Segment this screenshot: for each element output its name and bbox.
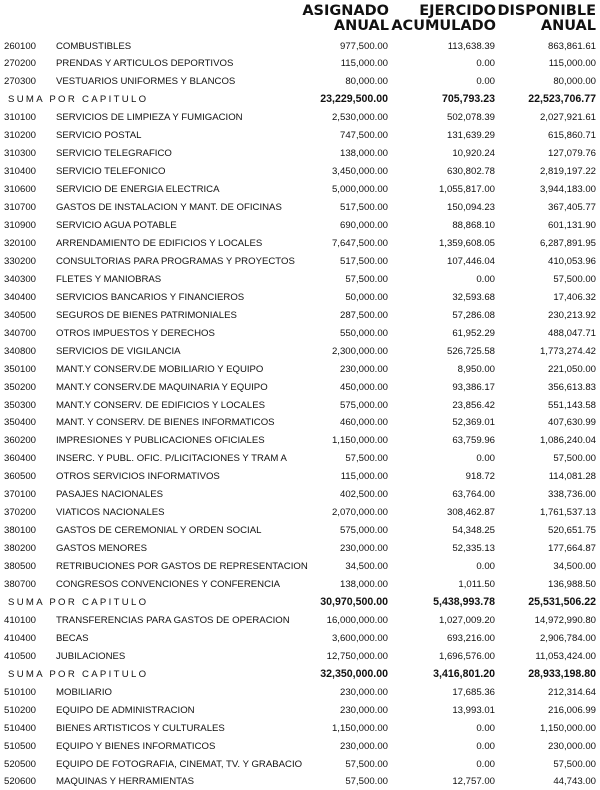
table-row: [0, 612, 600, 629]
account-code: 350400: [4, 417, 37, 429]
account-description: SERVICIO TELEFONICO: [56, 166, 166, 178]
asignado-value: 575,000.00: [339, 399, 388, 411]
disponible-value: 115,000.00: [548, 58, 596, 70]
disponible-value: 230,213.92: [547, 309, 596, 321]
ejercido-value: 150,094.23: [446, 202, 495, 214]
account-code: 360500: [4, 471, 37, 483]
disponible-value: 551,143.58: [547, 399, 596, 411]
ejercido-value: 693,216.00: [446, 632, 495, 644]
account-description: VESTUARIOS UNIFORMES Y BLANCOS: [56, 76, 236, 88]
ejercido-value: 88,868.10: [452, 220, 495, 231]
asignado-value: 23,229,500.00: [320, 93, 388, 106]
account-code: 340400: [4, 291, 37, 303]
ejercido-value: 61,952.29: [452, 327, 495, 339]
asignado-value: 138,000.00: [339, 579, 388, 590]
asignado-value: 3,450,000.00: [331, 166, 388, 178]
table-row: [0, 235, 600, 252]
asignado-value: 115,000.00: [340, 471, 388, 483]
account-code: 360200: [4, 435, 37, 447]
account-description: IMPRESIONES Y PUBLICACIONES OFICIALES: [56, 435, 265, 447]
disponible-value: 44,743.00: [553, 776, 596, 788]
ejercido-value: 63,759.96: [452, 435, 495, 447]
disponible-value: 520,651.75: [547, 525, 596, 537]
account-code: 510500: [4, 740, 37, 752]
asignado-value: 1,150,000.00: [331, 722, 388, 734]
disponible-value: 34,500.00: [553, 561, 596, 573]
table-row: [0, 127, 600, 144]
asignado-value: 747,500.00: [339, 130, 388, 142]
header-disponible-line1: DISPONIBLE: [497, 3, 596, 19]
disponible-value: 1,150,000.00: [539, 722, 596, 734]
account-code: 410400: [4, 632, 37, 644]
account-code: 350100: [4, 363, 37, 375]
account-description: MANT.Y CONSERV.DE MAQUINARIA Y EQUIPO: [56, 381, 268, 393]
asignado-value: 34,500.00: [345, 561, 388, 573]
disponible-value: 22,523,706.77: [528, 93, 596, 106]
asignado-value: 30,970,500.00: [320, 595, 388, 608]
account-description: BECAS: [56, 632, 89, 644]
header-ejercido: [388, 4, 496, 34]
header-asignado-line2: ANUAL: [333, 18, 389, 34]
account-code: 310200: [4, 130, 37, 142]
ejercido-value: 52,369.01: [452, 417, 495, 429]
asignado-value: 115,000.00: [340, 58, 388, 70]
asignado-value: 57,500.00: [345, 758, 388, 770]
ejercido-value: 502,078.39: [446, 112, 495, 124]
account-code: 410100: [4, 614, 37, 626]
account-code: 350200: [4, 381, 37, 393]
disponible-value: 6,287,891.95: [539, 237, 596, 249]
account-description: CONSULTORIAS PARA PROGRAMAS Y PROYECTOS: [56, 255, 295, 267]
account-code: 310300: [4, 148, 37, 160]
disponible-value: 216,006.99: [547, 704, 596, 716]
disponible-value: 57,500.00: [553, 273, 596, 285]
account-code: 510200: [4, 704, 37, 716]
table-row: [0, 684, 600, 701]
asignado-value: 16,000,000.00: [326, 614, 388, 626]
ejercido-value: 705,793.23: [441, 93, 495, 106]
ejercido-value: 63,764.00: [452, 489, 495, 501]
account-code: 380500: [4, 561, 37, 573]
disponible-value: 2,819,197.22: [539, 166, 596, 178]
asignado-value: 402,500.00: [339, 489, 388, 501]
account-description: SERVICIO AGUA POTABLE: [56, 220, 177, 231]
disponible-value: 177,664.87: [547, 543, 596, 555]
disponible-value: 1,086,240.04: [539, 435, 596, 447]
account-code: 310400: [4, 166, 37, 178]
disponible-value: 14,972,990.80: [534, 614, 596, 626]
account-code: 320100: [4, 237, 37, 249]
account-code: 270200: [4, 58, 37, 70]
account-description: INSERC. Y PUBL. OFIC. P/LICITACIONES Y TRAM A: [56, 453, 287, 465]
table-row: [0, 756, 600, 773]
account-description: OTROS SERVICIOS INFORMATIVOS: [56, 471, 220, 483]
account-code: 310900: [4, 220, 37, 231]
ejercido-value: 17,685.36: [452, 686, 495, 698]
disponible-value: 127,079.76: [547, 148, 596, 160]
account-code: 330200: [4, 255, 37, 267]
account-description: MANT. Y CONSERV. DE BIENES INFORMATICOS: [56, 417, 275, 429]
ejercido-value: 57,286.08: [452, 309, 495, 321]
asignado-value: 230,000.00: [339, 704, 388, 716]
asignado-value: 32,350,000.00: [320, 667, 388, 680]
asignado-value: 7,647,500.00: [331, 237, 388, 249]
account-code: 270300: [4, 76, 37, 88]
account-description: BIENES ARTISTICOS Y CULTURALES: [56, 722, 225, 734]
asignado-value: 57,500.00: [345, 273, 388, 285]
asignado-value: 230,000.00: [339, 543, 388, 555]
table-row: [0, 199, 600, 216]
table-row: [0, 397, 600, 414]
ejercido-value: 107,446.04: [446, 255, 495, 267]
header-ejercido-line2: ACUMULADO: [391, 18, 496, 34]
account-description: VIATICOS NACIONALES: [56, 507, 165, 519]
table-row: [0, 576, 600, 593]
asignado-value: 2,530,000.00: [331, 112, 388, 124]
chapter-sum-row: [0, 666, 600, 683]
asignado-value: 2,070,000.00: [331, 507, 388, 519]
chapter-sum-row: [0, 594, 600, 611]
table-row: [0, 558, 600, 575]
account-code: 340800: [4, 345, 37, 357]
account-code: 340700: [4, 327, 37, 339]
account-description: EQUIPO DE ADMINISTRACION: [56, 704, 195, 716]
account-description: RETRIBUCIONES POR GASTOS DE REPRESENTACION: [56, 561, 308, 573]
ejercido-value: 0.00: [476, 561, 495, 573]
account-description: MAQUINAS Y HERRAMIENTAS: [56, 776, 195, 788]
header-disponible: [497, 4, 596, 34]
account-code: 340500: [4, 309, 37, 321]
account-code: 340300: [4, 273, 37, 285]
account-code: 510400: [4, 722, 37, 734]
asignado-value: 460,000.00: [339, 417, 388, 429]
ejercido-value: 0.00: [476, 76, 495, 88]
account-description: ARRENDAMIENTO DE EDIFICIOS Y LOCALES: [56, 237, 263, 249]
ejercido-value: 54,348.25: [452, 525, 495, 537]
table-row: [0, 432, 600, 449]
account-description: SERVICIO POSTAL: [56, 130, 142, 142]
disponible-value: 80,000.00: [553, 76, 596, 88]
account-description: GASTOS DE CEREMONIAL Y ORDEN SOCIAL: [56, 525, 262, 537]
disponible-value: 407,630.99: [547, 417, 596, 429]
disponible-value: 2,906,784.00: [539, 632, 596, 644]
ejercido-value: 918.72: [465, 471, 495, 483]
ejercido-value: 0.00: [476, 273, 495, 285]
table-row: [0, 414, 600, 431]
disponible-value: 221,050.00: [547, 363, 596, 375]
disponible-value: 367,405.77: [547, 202, 596, 214]
account-description: SEGUROS DE BIENES PATRIMONIALES: [56, 309, 237, 321]
asignado-value: 517,500.00: [339, 202, 388, 214]
disponible-value: 2,027,921.61: [539, 112, 596, 124]
asignado-value: 977,500.00: [339, 40, 388, 52]
ejercido-value: 0.00: [476, 758, 495, 770]
asignado-value: 287,500.00: [339, 309, 388, 321]
account-code: 360400: [4, 453, 37, 465]
table-row: [0, 720, 600, 737]
table-row: [0, 738, 600, 755]
table-row: [0, 38, 600, 55]
account-description: PRENDAS Y ARTICULOS DEPORTIVOS: [56, 58, 234, 70]
table-row: [0, 307, 600, 324]
header-ejercido-line1: EJERCIDO: [419, 3, 496, 19]
table-row: [0, 486, 600, 503]
table-row: [0, 163, 600, 180]
disponible-value: 212,314.64: [547, 686, 596, 698]
account-description: COMBUSTIBLES: [56, 40, 132, 52]
account-description: SERVICIOS DE VIGILANCIA: [56, 345, 181, 357]
ejercido-value: 0.00: [476, 740, 495, 752]
table-row: [0, 325, 600, 342]
sum-label: SUMA POR CAPITULO: [8, 94, 149, 106]
asignado-value: 5,000,000.00: [331, 184, 388, 196]
disponible-value: 488,047.71: [547, 327, 596, 339]
table-row: [0, 630, 600, 647]
asignado-value: 230,000.00: [339, 740, 388, 752]
ejercido-value: 12,757.00: [452, 776, 495, 788]
account-description: PASAJES NACIONALES: [56, 489, 163, 501]
table-row: [0, 343, 600, 360]
disponible-value: 136,988.50: [547, 579, 596, 590]
table-row: [0, 253, 600, 270]
disponible-value: 28,933,198.80: [528, 667, 596, 680]
table-row: [0, 379, 600, 396]
asignado-value: 517,500.00: [339, 255, 388, 267]
account-code: 310600: [4, 184, 37, 196]
account-description: GASTOS DE INSTALACION Y MANT. DE OFICINAS: [56, 202, 282, 214]
asignado-value: 230,000.00: [339, 363, 388, 375]
disponible-value: 114,081.28: [548, 471, 596, 483]
ejercido-value: 0.00: [476, 722, 495, 734]
disponible-value: 17,406.32: [553, 291, 596, 303]
ejercido-value: 526,725.58: [446, 345, 495, 357]
asignado-value: 1,150,000.00: [331, 435, 388, 447]
account-code: 350300: [4, 399, 37, 411]
ejercido-value: 13,993.01: [452, 704, 495, 716]
table-row: [0, 109, 600, 126]
account-description: JUBILACIONES: [56, 650, 126, 662]
account-description: EQUIPO DE FOTOGRAFIA, CINEMAT, TV. Y GRABACIO: [56, 758, 303, 770]
account-description: TRANSFERENCIAS PARA GASTOS DE OPERACION: [56, 614, 290, 626]
ejercido-value: 1,696,576.00: [438, 650, 495, 662]
account-code: 260100: [4, 40, 37, 52]
account-description: CONGRESOS CONVENCIONES Y CONFERENCIA: [56, 579, 281, 590]
disponible-value: 11,053,424.00: [535, 650, 596, 662]
account-code: 310700: [4, 202, 37, 214]
header-asignado: [286, 4, 389, 34]
table-row: [0, 450, 600, 467]
ejercido-value: 5,438,993.78: [433, 595, 495, 608]
account-code: 510100: [4, 686, 37, 698]
account-description: SERVICIO TELEGRAFICO: [56, 148, 172, 160]
table-row: [0, 468, 600, 485]
asignado-value: 575,000.00: [339, 525, 388, 537]
table-row: [0, 522, 600, 539]
table-row: [0, 181, 600, 198]
account-code: 370200: [4, 507, 37, 519]
account-code: 380700: [4, 579, 37, 590]
account-description: SERVICIOS BANCARIOS Y FINANCIEROS: [56, 291, 245, 303]
asignado-value: 138,000.00: [339, 148, 388, 160]
sum-label: SUMA POR CAPITULO: [8, 668, 149, 680]
table-row: [0, 145, 600, 162]
asignado-value: 57,500.00: [345, 776, 388, 788]
account-description: SERVICIO DE ENERGIA ELECTRICA: [56, 184, 220, 196]
asignado-value: 3,600,000.00: [331, 632, 388, 644]
ejercido-value: 131,639.29: [446, 130, 495, 142]
table-row: [0, 773, 600, 790]
account-code: 520600: [4, 776, 37, 788]
account-code: 410500: [4, 650, 37, 662]
ejercido-value: 308,462.87: [446, 507, 495, 519]
account-description: MANT.Y CONSERV. DE EDIFICIOS Y LOCALES: [56, 399, 265, 411]
asignado-value: 450,000.00: [339, 381, 388, 393]
ejercido-value: 10,920.24: [452, 148, 495, 160]
header-asignado-line1: ASIGNADO: [302, 3, 389, 19]
ejercido-value: 52,335.13: [452, 543, 495, 555]
disponible-value: 356,613.83: [547, 381, 596, 393]
account-description: GASTOS MENORES: [56, 543, 147, 555]
disponible-value: 601,131.90: [547, 220, 596, 231]
ejercido-value: 3,416,801.20: [433, 667, 495, 680]
disponible-value: 1,761,537.13: [539, 507, 596, 519]
asignado-value: 230,000.00: [339, 686, 388, 698]
asignado-value: 550,000.00: [339, 327, 388, 339]
ejercido-value: 32,593.68: [452, 291, 495, 303]
ejercido-value: 113,638.39: [447, 40, 495, 52]
table-row: [0, 73, 600, 90]
table-row: [0, 271, 600, 288]
ejercido-value: 0.00: [476, 453, 495, 465]
disponible-value: 57,500.00: [553, 758, 596, 770]
asignado-value: 80,000.00: [345, 76, 388, 88]
account-code: 380200: [4, 543, 37, 555]
account-code: 520500: [4, 758, 37, 770]
table-row: [0, 702, 600, 719]
table-row: [0, 217, 600, 234]
table-row: [0, 289, 600, 306]
table-row: [0, 504, 600, 521]
table-row: [0, 648, 600, 665]
disponible-value: 25,531,506.22: [528, 595, 596, 608]
header-disponible-line2: ANUAL: [540, 18, 596, 34]
ejercido-value: 1,027,009.20: [438, 614, 495, 626]
ejercido-value: 1,359,608.05: [438, 237, 495, 249]
account-description: OTROS IMPUESTOS Y DERECHOS: [56, 327, 215, 339]
asignado-value: 50,000.00: [345, 291, 388, 303]
account-description: SERVICIOS DE LIMPIEZA Y FUMIGACION: [56, 112, 243, 124]
disponible-value: 863,861.61: [547, 40, 596, 52]
account-description: MOBILIARIO: [56, 686, 112, 698]
table-row: [0, 540, 600, 557]
ejercido-value: 630,802.78: [446, 166, 495, 178]
disponible-value: 338,736.00: [547, 489, 596, 501]
account-description: FLETES Y MANIOBRAS: [56, 273, 162, 285]
asignado-value: 690,000.00: [339, 220, 388, 231]
ejercido-value: 93,386.17: [452, 381, 495, 393]
disponible-value: 410,053.96: [547, 255, 596, 267]
ejercido-value: 1,055,817.00: [438, 184, 495, 196]
table-row: [0, 55, 600, 72]
account-code: 380100: [4, 525, 37, 537]
ejercido-value: 0.00: [476, 58, 495, 70]
disponible-value: 1,773,274.42: [539, 345, 596, 357]
chapter-sum-row: [0, 91, 600, 108]
ejercido-value: 23,856.42: [452, 399, 495, 411]
disponible-value: 615,860.71: [547, 130, 596, 142]
asignado-value: 57,500.00: [345, 453, 388, 465]
sum-label: SUMA POR CAPITULO: [8, 596, 149, 608]
asignado-value: 2,300,000.00: [331, 345, 388, 357]
disponible-value: 230,000.00: [547, 740, 596, 752]
ejercido-value: 8,950.00: [457, 363, 495, 375]
account-code: 310100: [4, 112, 37, 124]
disponible-value: 57,500.00: [553, 453, 596, 465]
disponible-value: 3,944,183.00: [539, 184, 596, 196]
account-code: 370100: [4, 489, 37, 501]
account-description: EQUIPO Y BIENES INFORMATICOS: [56, 740, 216, 752]
asignado-value: 12,750,000.00: [326, 650, 388, 662]
account-description: MANT.Y CONSERV.DE MOBILIARIO Y EQUIPO: [56, 363, 264, 375]
ejercido-value: 1,011.50: [458, 579, 495, 590]
table-row: [0, 361, 600, 378]
